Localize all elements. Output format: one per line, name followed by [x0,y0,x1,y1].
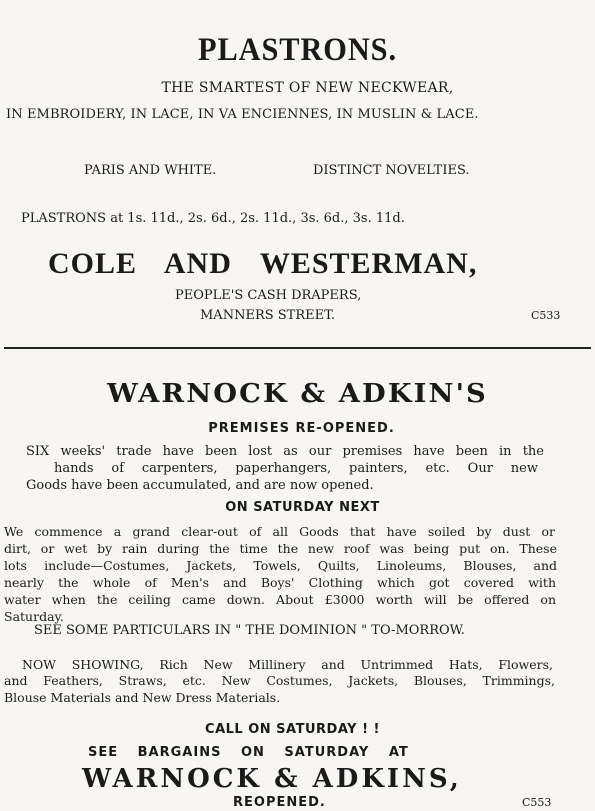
plastrons-title: PLASTRONS. [197,32,398,68]
prices-line: PLASTRONS at 1s. 11d., 2s. 6d., 2s. 11d., 3s. 6d., 3s. 11d. [21,211,405,226]
separator-rule [4,347,591,349]
ad-code-footer: C553 [522,796,552,809]
para1-line: hands of carpenters, paperhangers, painters, etc. Our new [54,461,538,476]
para2-line: nearly the whole of Men's and Boys' Clothing which got covered with [4,575,556,590]
warnock-title: WARNOCK & ADKIN'S [107,379,488,409]
para1-line: Goods have been accumulated, and are now opened. [26,478,374,493]
firm-description: PEOPLE'S CASH DRAPERS, [175,288,362,303]
novelties-line: DISTINCT NOVELTIES. [313,163,470,178]
para1-line: SIX weeks' trade have been lost as our premises have been in the [26,444,544,459]
street-address: MANNERS STREET. [200,308,336,323]
para2-line: Saturday. [4,609,64,624]
call-on-saturday: CALL ON SATURDAY ! ! [205,722,380,737]
premises-reopened: PREMISES RE-OPENED. [208,421,395,436]
see-particulars: SEE SOME PARTICULARS IN " THE DOMINION " TO-MORROW. [34,623,465,638]
warnock-footer-title: WARNOCK & ADKINS, [82,764,462,794]
para2-line: dirt, or wet by rain during the time the new roof was being put on. These [4,541,557,556]
reopened-line: REOPENED. [233,795,326,810]
para2-line: We commence a grand clear-out of all Goods that have soiled by dust or [4,524,555,539]
para3-line: Blouse Materials and New Dress Materials. [4,690,281,705]
firm-name: COLE AND WESTERMAN, [48,247,478,280]
para2-line: lots include—Costumes, Jackets, Towels, Quilts, Linoleums, Blouses, and [4,558,557,573]
materials-line: IN EMBROIDERY, IN LACE, IN VA ENCIENNES, IN MUSLIN & LACE. [6,107,479,122]
colors-line: PARIS AND WHITE. [84,163,217,178]
para3-line: NOW SHOWING, Rich New Millinery and Untrimmed Hats, Flowers, [22,657,553,672]
see-bargains: SEE BARGAINS ON SATURDAY AT [88,745,409,760]
para3-line: and Feathers, Straws, etc. New Costumes, Jackets, Blouses, Trimmings, [4,673,555,688]
neckwear-tagline: THE SMARTEST OF NEW NECKWEAR, [161,80,454,96]
para2-line: water when the ceiling came down. About £3000 worth will be offered on [4,592,556,607]
ad-code: C533 [531,309,561,322]
on-saturday-next: ON SATURDAY NEXT [225,500,380,515]
